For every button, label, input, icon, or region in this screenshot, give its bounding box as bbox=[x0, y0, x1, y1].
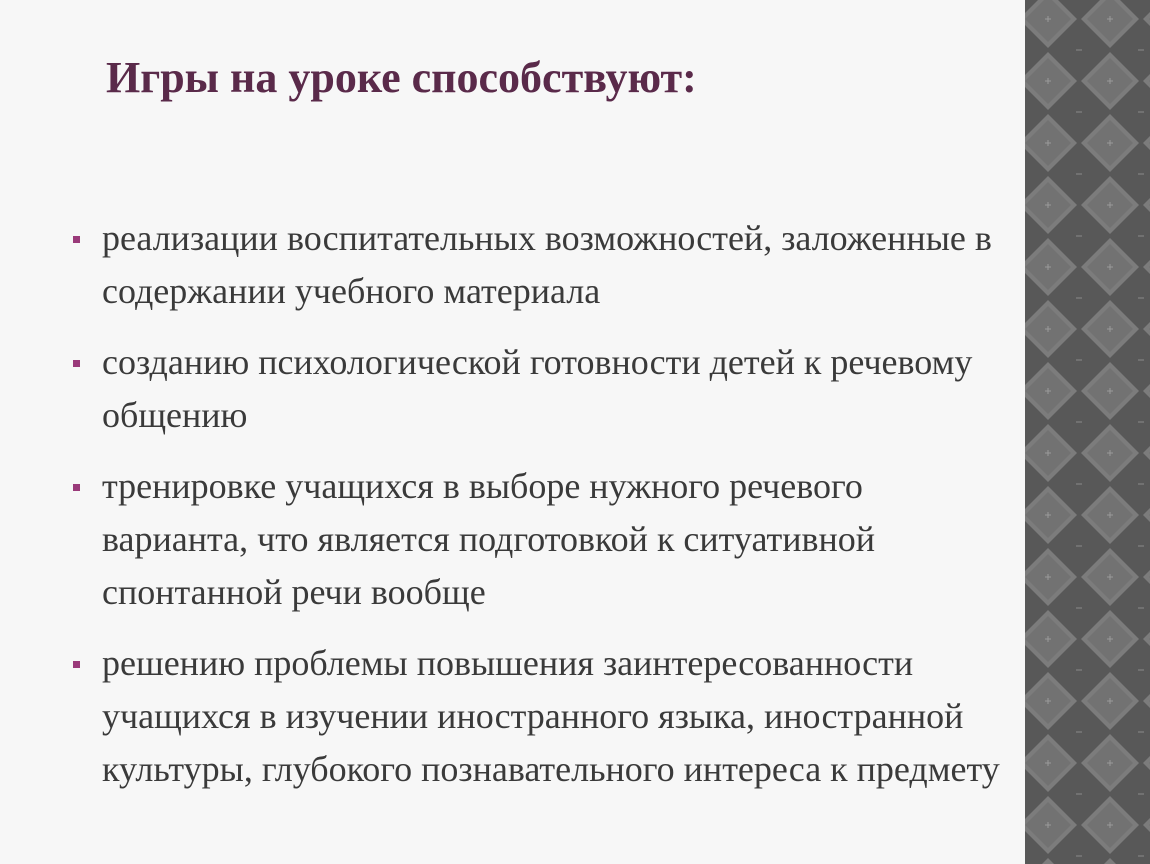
bullet-item bbox=[0, 637, 1000, 796]
bullet-text: тренировке учащихся в выборе нужного речевого варианта, что является подготовкой к ситуативной спонтанной речи вообще bbox=[102, 466, 876, 612]
bullet-square-icon bbox=[73, 236, 80, 243]
bullet-item bbox=[0, 212, 1000, 318]
bullet-list bbox=[0, 212, 1000, 814]
bullet-item bbox=[0, 460, 1000, 619]
bullet-text: реализации воспитательных возможностей, заложенные в содержании учебного материала bbox=[102, 218, 992, 311]
bullet-square-icon bbox=[73, 661, 80, 668]
bullet-square-icon bbox=[73, 484, 80, 491]
diamond-pattern-icon bbox=[1025, 0, 1150, 864]
decorative-side-panel bbox=[1025, 0, 1150, 864]
bullet-text: решению проблемы повышения заинтересованности учащихся в изучении иностранного языка, иностранной культуры, глубокого познавательного интереса к предмету bbox=[102, 643, 1000, 789]
bullet-item bbox=[0, 336, 1000, 442]
slide-title: Игры на уроке способствуют: bbox=[106, 53, 697, 102]
bullet-text: созданию психологической готовности детей к речевому общению bbox=[102, 342, 973, 435]
bullet-square-icon bbox=[73, 360, 80, 367]
